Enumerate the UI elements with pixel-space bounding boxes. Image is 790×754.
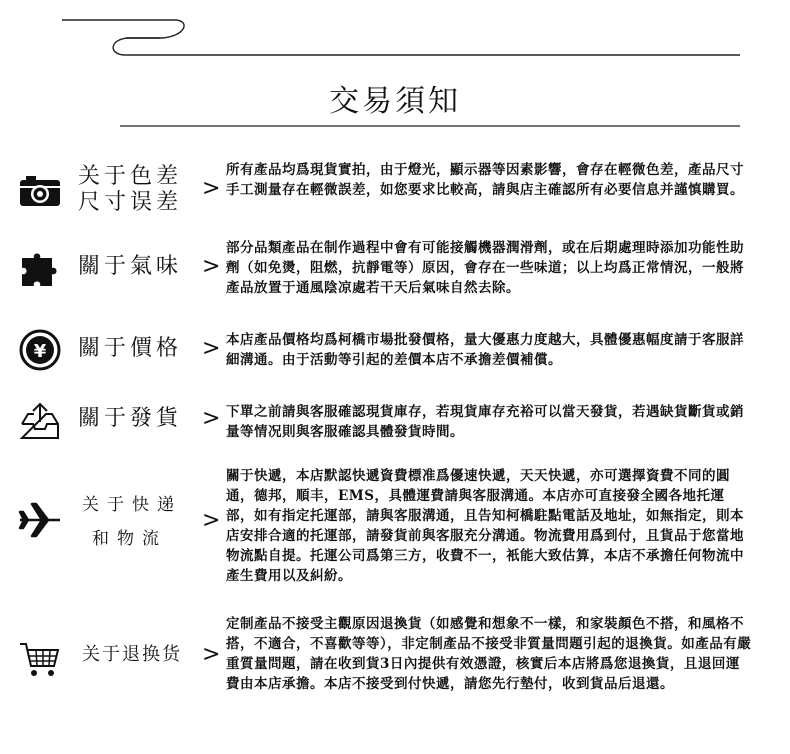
section-heading — [82, 488, 202, 556]
heading-line: 關于發貨 — [78, 406, 183, 431]
section-heading — [78, 254, 198, 280]
section-shipping — [0, 400, 790, 450]
section-price — [0, 326, 790, 376]
airplane-icon — [18, 498, 62, 542]
yen-icon — [18, 328, 62, 372]
section-heading — [78, 406, 198, 432]
section-description: 所有產品均爲現貨實拍，由于燈光，顯示器等因素影響，會存在輕微色差，產品尺寸手工測量存在輕微誤差，如您要求比較高，請與店主確認所有必要信息并謹慎購買。 — [226, 162, 744, 198]
section-description: 關于快遞，本店默認快遞資費標准爲優速快遞，天天快遞，亦可選擇資費不同的圓通，德邦，順丰，EMS，具體運費請與客服溝通。本店亦可直接發全國各地托運部，如有指定托運部，請與客服溝通，且告知柯橋駐點電話及地址，如無指定，則本店安排合適的托運部，請發貨前與客服充分溝通。物流費用爲到付，且貨品于您當地物流點自提。托運公司爲第三方，收費不一，衹能大致估算，本店不承擔任何物流中產生費用以及糾紛。 — [226, 468, 744, 584]
section-description: 下單之前請與客服確認現貨庫存，若現貨庫存充裕可以當天發貨，若遇缺貨斷貨或銷量等情况則與客服確認具體發貨時間。 — [226, 404, 744, 440]
section-heading — [82, 642, 206, 668]
arrow-right-icon: > — [202, 254, 221, 279]
section-heading — [78, 336, 198, 362]
tray-upload-icon — [18, 400, 62, 444]
section-description: 部分品類產品在制作過程中會有可能接觸機器潤滑劑，或在后期處理時添加功能性助劑（如免燙，阻燃，抗靜電等）原因，會存在一些味道；以上均爲正常情況，一般將產品放置于通風陰凉處若干天后氣味自然去除。 — [226, 240, 744, 296]
heading-line: 和物流 — [92, 529, 167, 549]
shopping-cart-icon — [18, 636, 62, 680]
page-title: 交易須知 — [329, 84, 461, 119]
heading-line: 關于氣味 — [78, 254, 183, 279]
heading-line: 关于色差 — [78, 164, 183, 189]
section-heading — [78, 164, 198, 216]
section-logistics — [0, 464, 790, 590]
section-smell — [0, 238, 790, 304]
arrow-right-icon: > — [202, 176, 221, 201]
section-returns — [0, 614, 790, 724]
svg-text:¥: ¥ — [33, 341, 47, 362]
section-description: 本店產品價格均爲柯橋市場批發價格，量大優惠力度越大，具體優惠幅度請于客服詳細溝通。由于活動等引起的差價本店不承擔差價補償。 — [226, 332, 744, 368]
section-description: 定制產品不接受主觀原因退換貨（如感覺和想象不一樣，和家裝顏色不搭，和風格不搭，不適合，不喜歡等等），非定制產品不接受非質量問題引起的退換貨。如產品有嚴重質量問題，請在收到貨3日內提供有效憑證，核實后本店將爲您退換貨，且退回運費由本店承擔。本店不接受到付快遞，請您先行墊付，收到貨品后退還。 — [226, 616, 752, 692]
heading-line: 尺寸误差 — [78, 190, 183, 215]
heading-line: 关于退换货 — [82, 644, 182, 665]
arrow-right-icon: > — [202, 642, 221, 667]
arrow-right-icon: > — [202, 406, 221, 431]
heading-line: 關于價格 — [78, 336, 183, 361]
puzzle-icon — [18, 248, 62, 292]
camera-icon — [18, 168, 62, 212]
heading-line: 关于快递 — [82, 495, 182, 515]
arrow-right-icon: > — [202, 336, 221, 361]
arrow-right-icon: > — [202, 508, 221, 533]
section-color-size — [0, 158, 790, 224]
